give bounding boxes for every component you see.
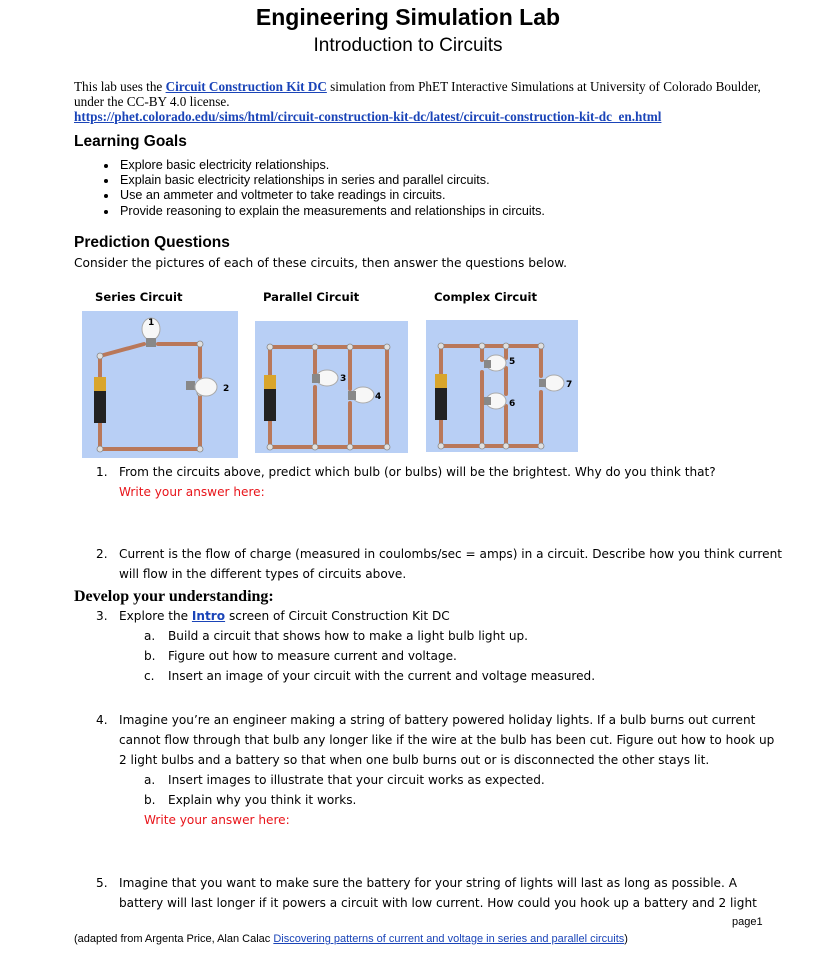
question-2	[96, 544, 796, 584]
question-5	[96, 873, 796, 913]
sub-mark: a.	[144, 629, 156, 643]
caption-complex: Complex Circuit	[434, 290, 538, 304]
question-1	[96, 462, 786, 502]
question-5-line-1: Imagine that you want to make sure the battery for your string of lights will last as long as possible. A	[119, 876, 737, 890]
page-subtitle: Introduction to Circuits	[313, 35, 503, 56]
page-number: page1	[732, 916, 763, 928]
sub-mark: b.	[144, 649, 156, 663]
sub-mark: c.	[144, 669, 155, 683]
question-2-line-2: will flow in the different types of circuits above.	[119, 567, 407, 581]
question-4-line-2: cannot flow through that bulb any longer like if the wire at the bulb has been cut. Figure out how to hook up	[119, 733, 775, 747]
question-3-sub-c	[96, 666, 796, 686]
question-3-text-before: Explore the	[119, 609, 192, 623]
parallel-circuit-image	[255, 321, 408, 453]
prediction-heading: Prediction Questions	[74, 234, 230, 251]
learning-goal-item: • Explore basic electricity relationships.	[118, 158, 545, 173]
question-3-sub-a	[96, 626, 796, 646]
sub-mark: a.	[144, 773, 156, 787]
question-1-text: From the circuits above, predict which bulb (or bulbs) will be the brightest. Why do you think that?	[119, 465, 716, 479]
intro-text-after: simulation from PhET Interactive Simulations at University of Colorado Boulder, under the CC-BY 4.0 license.	[74, 79, 761, 109]
question-3	[96, 606, 796, 686]
bulb-label-4: 4	[375, 392, 382, 402]
learning-goal-item: • Provide reasoning to explain the measurements and relationships in circuits.	[118, 204, 545, 219]
question-3-sub-b	[96, 646, 796, 666]
sub-text: Build a circuit that shows how to make a light bulb light up.	[168, 629, 529, 643]
bulb-label-1: 1	[148, 318, 155, 328]
learning-goals-list	[96, 158, 545, 219]
footer-text-after: )	[624, 933, 628, 945]
footer-attribution	[74, 933, 628, 945]
sim-link[interactable]: Circuit Construction Kit DC	[165, 79, 327, 94]
sub-text: Figure out how to measure current and voltage.	[168, 649, 457, 663]
sub-text: Explain why you think it works.	[168, 793, 357, 807]
sub-text: Insert images to illustrate that your circuit works as expected.	[168, 773, 545, 787]
prediction-intro: Consider the pictures of each of these circuits, then answer the questions below.	[74, 256, 568, 270]
intro-text-before: This lab uses the	[74, 79, 166, 94]
develop-heading: Develop your understanding:	[74, 588, 274, 605]
question-3-text-after: screen of Circuit Construction Kit DC	[225, 609, 450, 623]
learning-goal-item: • Explain basic electricity relationships in series and parallel circuits.	[118, 173, 545, 188]
question-5-line-2: battery will last longer if it powers a circuit with low current. How could you hook up a battery and 2 light	[119, 896, 757, 910]
question-4-answer[interactable]: Write your answer here:	[144, 813, 290, 827]
bulb-label-6: 6	[509, 399, 516, 409]
learning-goals-heading: Learning Goals	[74, 133, 187, 150]
bulb-label-5: 5	[509, 357, 516, 367]
question-4	[96, 710, 796, 830]
sub-mark: b.	[144, 793, 156, 807]
question-1-answer[interactable]: Write your answer here:	[119, 485, 265, 499]
series-circuit-image	[82, 311, 238, 458]
question-4-number: 4.	[96, 713, 108, 727]
question-2-line-1: Current is the flow of charge (measured in coulombs/sec = amps) in a circuit. Describe how you think current	[119, 547, 782, 561]
question-3-text	[96, 606, 796, 626]
footer-link[interactable]: Discovering patterns of current and voltage in series and parallel circuits	[273, 933, 625, 945]
learning-goal-item: • Use an ammeter and voltmeter to take readings in circuits.	[118, 188, 545, 203]
question-4-line-1: Imagine you’re an engineer making a string of battery powered holiday lights. If a bulb burns out current	[119, 713, 756, 727]
caption-series: Series Circuit	[95, 290, 183, 304]
question-1-number: 1.	[96, 465, 108, 479]
complex-circuit-image	[426, 320, 578, 452]
question-4-sub-b	[96, 790, 796, 810]
intro-paragraph	[74, 79, 774, 124]
question-2-number: 2.	[96, 547, 108, 561]
sub-text: Insert an image of your circuit with the current and voltage measured.	[168, 669, 596, 683]
bulb-label-7: 7	[566, 380, 573, 390]
question-4-line-3: 2 light bulbs and a battery so that when one bulb burns out or is disconnected the other stays lit.	[119, 753, 710, 767]
caption-parallel: Parallel Circuit	[263, 290, 360, 304]
question-4-sub-a	[96, 770, 796, 790]
footer-text-before: (adapted from Argenta Price, Alan Calac	[74, 933, 274, 945]
page-title: Engineering Simulation Lab	[255, 4, 561, 30]
question-5-number: 5.	[96, 876, 108, 890]
bulb-label-3: 3	[340, 374, 347, 384]
bulb-label-2: 2	[223, 384, 230, 394]
intro-link[interactable]: Intro	[191, 609, 226, 623]
sim-url-link[interactable]: https://phet.colorado.edu/sims/html/circuit-construction-kit-dc/latest/circuit-construction-kit-dc_en.html	[74, 109, 662, 124]
question-3-number: 3.	[96, 609, 108, 623]
